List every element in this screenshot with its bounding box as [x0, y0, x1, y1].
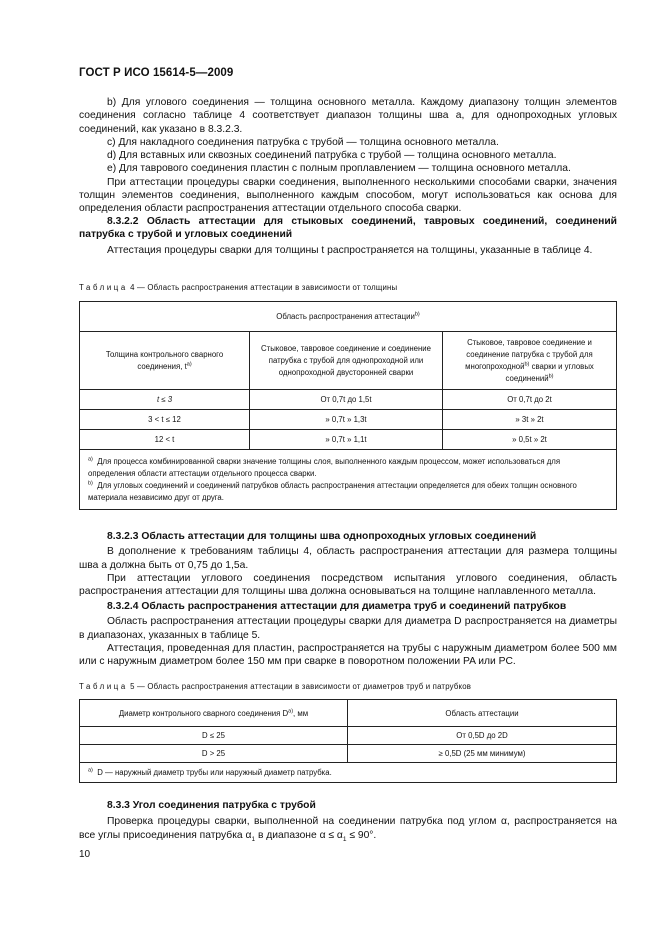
section-8-3-2-2 — [79, 215, 617, 257]
table-row — [80, 390, 617, 410]
footnote-mark-a: a) — [186, 360, 192, 367]
table-row — [80, 745, 617, 763]
table4-cell: » 3t » 2t — [443, 410, 617, 430]
footnote-mark-b: b) — [548, 372, 554, 379]
table-4 — [79, 301, 617, 510]
table5-col1-unit: , мм — [293, 708, 309, 718]
table4-footnotes — [80, 450, 617, 510]
table4-footnote-b-text: Для угловых соединений и соединений патрубков область распространения аттестации определяется для обеих толщин основного материала независимо друг от друга. — [88, 481, 577, 502]
table4-cell: 12 < t — [80, 430, 250, 450]
table5-caption-text: 5 — Область распространения аттестации в зависимости от диаметров труб и патрубков — [130, 682, 472, 691]
paragraph-8-3-3-part-b: в диапазоне α ≤ α — [255, 829, 343, 841]
paragraph-c: c) Для накладного соединения патрубка с трубой — толщина основного металла. — [107, 136, 499, 148]
section-8-3-3 — [79, 799, 617, 842]
paragraph-8-3-3-part-c: ≤ 90°. — [346, 829, 377, 841]
table5-caption — [79, 682, 471, 691]
paragraph-b-text: b) Для углового соединения — толщина основного металла. Каждому диапазону толщин элементов соединения согласно таблице 4 соответствует диапазон толщины шва a, для однопроходных угловых соединений, как указано в 8.3.2.3. — [79, 97, 617, 135]
paragraph-8-3-3-part-a: Проверка процедуры сварки, выполненной на соединении патрубка под углом α, распространяется на все углы присоединения патрубка α — [79, 816, 617, 841]
footnote-mark-a: a) — [288, 707, 294, 714]
table5-caption-label: Таблица — [79, 682, 128, 691]
table5-cell: D > 25 — [80, 745, 348, 763]
paragraph-8-3-3 — [79, 815, 617, 842]
table5-col1-text: Диаметр контрольного сварного соединения D — [118, 708, 289, 718]
table4-col2-text: Стыковое, тавровое соединение и соединение патрубка с трубой для однопроходной или однопроходной двусторонней сварки — [261, 343, 431, 377]
paragraph-8-3-2-4-b: Аттестация, проведенная для пластин, распространяется на трубы с наружным диаметром более 500 мм или с наружным диаметром более 150 мм при сварке в поворотном положении PA или PC. — [79, 642, 617, 668]
paragraph-multi-process: При аттестации процедуры сварки соединения, выполненного несколькими способами сварки, значения толщин элементов соединения, выполненного каждым способом, могут использоваться как основа для определения области распространения аттестации отдельного способа сварки. — [79, 176, 617, 215]
table-row — [80, 410, 617, 430]
paragraph-8-3-2-3-a: В дополнение к требованиям таблицы 4, область распространения аттестации для размера толщины шва a должна быть от 0,75 до 1,5a. — [79, 546, 617, 571]
document-header: ГОСТ Р ИСО 15614-5—2009 — [79, 67, 234, 79]
table4-top-header — [80, 302, 617, 332]
table4-caption — [79, 283, 397, 292]
table4-footnote-a — [88, 456, 608, 480]
paragraph-e: e) Для таврового соединения пластин с полным проплавлением — толщина основного металла. — [107, 163, 571, 175]
table5-col2-header: Область аттестации — [348, 700, 617, 727]
heading-8-3-3: 8.3.3 Угол соединения патрубка с трубой — [107, 800, 316, 811]
subscript-1: 1 — [251, 835, 256, 843]
table4-col1-text: Толщина контрольного сварного соединения, t — [105, 349, 224, 371]
table4-top-header-text: Область распространения аттестации — [276, 312, 415, 321]
section-8-3-2-3 — [79, 530, 617, 598]
table5-footnote — [80, 763, 617, 783]
table4-cell: t ≤ 3 — [80, 390, 250, 410]
section-8-3-2-4 — [79, 600, 617, 668]
table4-col2-header — [250, 332, 443, 390]
footnote-mark-b: b) — [414, 311, 420, 318]
table4-col3-text-a: Стыковое, тавровое соединение и соединение патрубка с трубой для многопроходной — [465, 337, 593, 371]
footnote-mark-b: b) — [88, 480, 93, 487]
paragraph-b — [79, 96, 617, 216]
table4-col3-text-b: сварки и угловых соединений — [505, 361, 594, 383]
table-5 — [79, 699, 617, 783]
table4-col1-header — [80, 332, 250, 390]
heading-8-3-2-3: 8.3.2.3 Область аттестации для толщины шва однопроходных угловых соединений — [107, 531, 537, 542]
table5-col1-header — [80, 700, 348, 727]
table5-cell: ≥ 0,5D (25 мм минимум) — [348, 745, 617, 763]
paragraph-8-3-2-3-b: При аттестации углового соединения посредством испытания углового соединения, область распространения аттестации для толщины шва должна основываться на толщине наплавленного металла. — [79, 572, 617, 598]
paragraph-d: d) Для вставных или сквозных соединений патрубка с трубой — толщина основного металла. — [107, 150, 557, 162]
footnote-mark-b: b) — [524, 360, 530, 367]
table4-cell: От 0,7t до 2t — [443, 390, 617, 410]
footnote-mark-a: a) — [88, 456, 93, 463]
table5-cell: D ≤ 25 — [80, 727, 348, 745]
table5-footnote-text: D — наружный диаметр трубы или наружный диаметр патрубка. — [97, 767, 332, 777]
table-row — [80, 430, 617, 450]
table4-cell: » 0,7t » 1,1t — [250, 430, 443, 450]
heading-8-3-2-4: 8.3.2.4 Область распространения аттестации для диаметра труб и соединений патрубков — [107, 601, 567, 612]
heading-8-3-2-2: 8.3.2.2 Область аттестации для стыковых соединений, тавровых соединений, соединений патрубка с трубой и угловых соединений — [79, 216, 617, 241]
table4-cell: От 0,7t до 1,5t — [250, 390, 443, 410]
table5-cell: От 0,5D до 2D — [348, 727, 617, 745]
table4-cell: 3 < t ≤ 12 — [80, 410, 250, 430]
paragraph-8-3-2-4-a: Область распространения аттестации процедуры сварки для диаметра D распространяется на диаметры в диапазонах, указанных в таблице 5. — [79, 616, 617, 641]
table4-footnote-a-text: Для процесса комбинированной сварки значение толщины слоя, выполненного каждым процессом, может использоваться для определения области аттестации отдельного процесса сварки. — [88, 457, 561, 478]
table4-caption-label: Таблица — [79, 283, 128, 292]
page-number: 10 — [79, 849, 91, 860]
table4-caption-text: 4 — Область распространения аттестации в зависимости от толщины — [130, 283, 398, 292]
subscript-1: 1 — [342, 835, 347, 843]
table4-footnote-b — [88, 480, 608, 504]
paragraph-8-3-2-2: Аттестация процедуры сварки для толщины t распространяется на толщины, указанные в таблице 4. — [107, 244, 593, 256]
footnote-mark-a: a) — [88, 766, 93, 773]
table-row — [80, 727, 617, 745]
table4-cell: » 0,5t » 2t — [443, 430, 617, 450]
table4-cell: » 0,7t » 1,3t — [250, 410, 443, 430]
table4-col3-header — [443, 332, 617, 390]
